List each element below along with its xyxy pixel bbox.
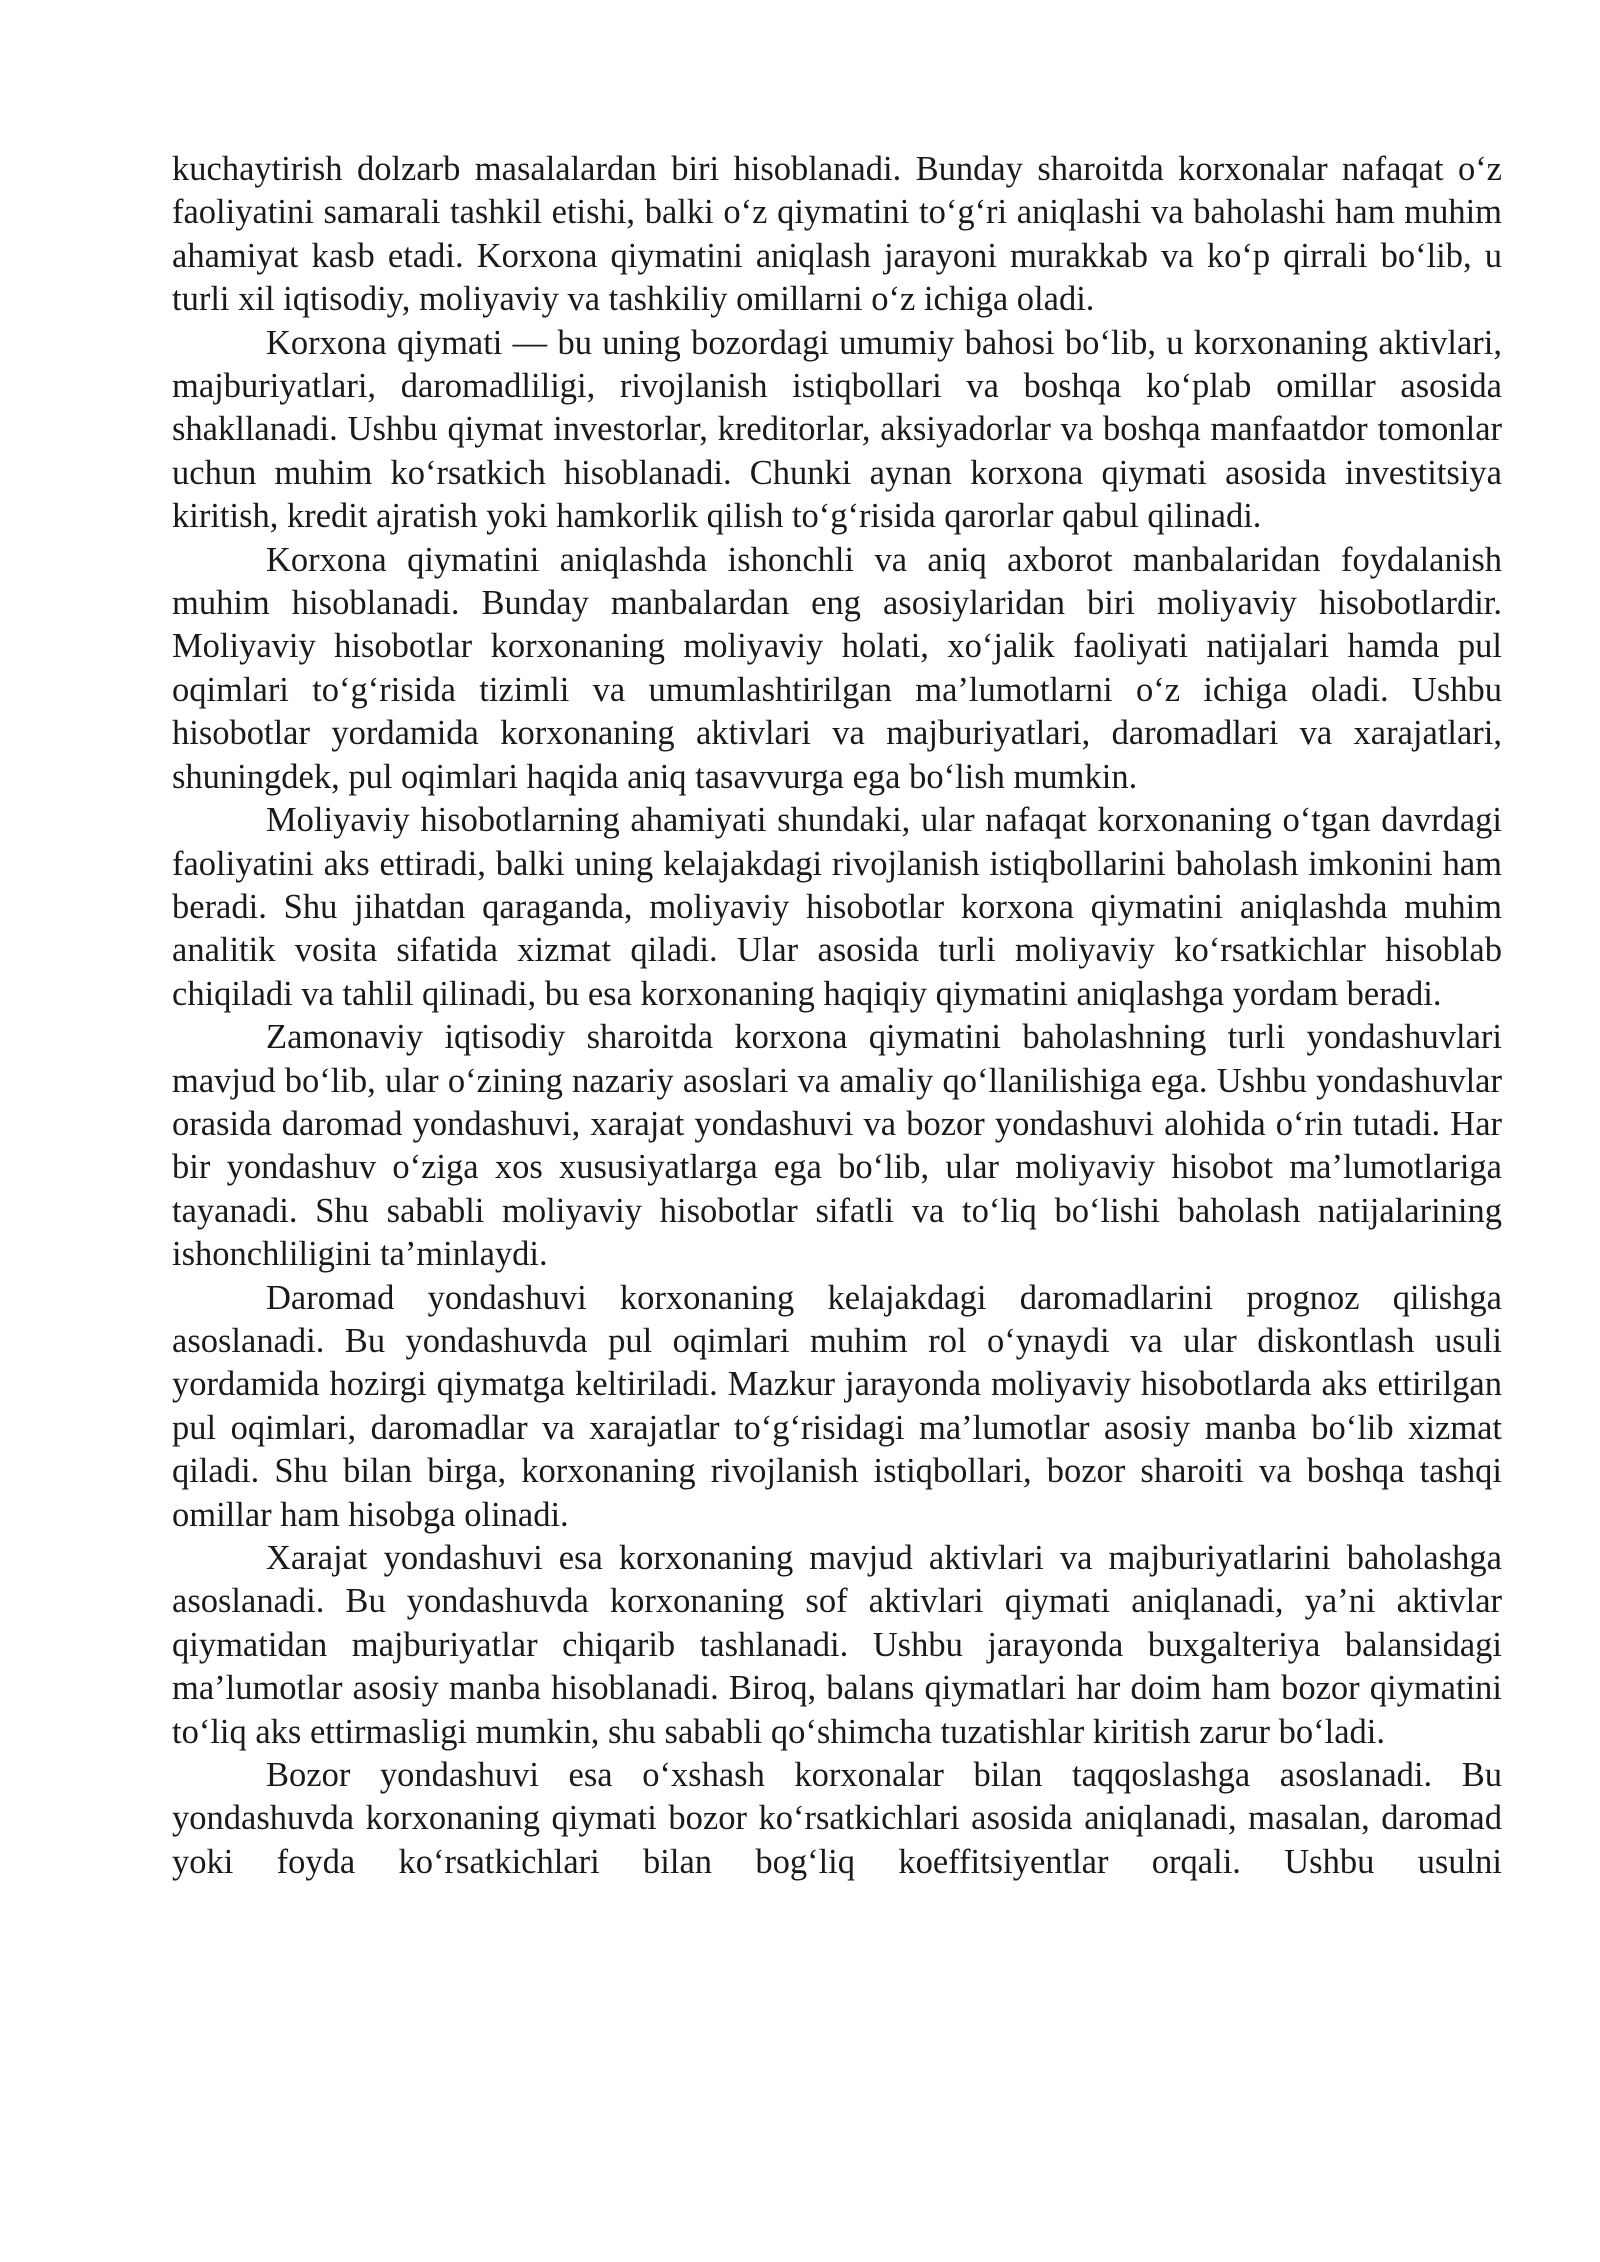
paragraph-7: Xarajat yondashuvi esa korxonaning mavjud aktivlari va majburiyatlarini baholashga asoslanadi. Bu yondashuvda korxonaning sof aktivlari qiymati aniqlanadi, ya’ni aktivlar qiymatidan majburiyatlar chiqarib tashlanadi. Ushbu jarayonda buxgalteriya balansidagi ma’lumotlar asosiy manba hisoblanadi. Biroq, balans qiymatlari har doim ham bozor qiymatini to‘liq aks ettirmasligi mumkin, shu sababli qo‘shimcha tuzatishlar kiritish zarur bo‘ladi. bbox=[172, 1539, 1502, 1751]
paragraph-8: Bozor yondashuvi esa o‘xshash korxonalar bilan taqqoslashga asoslanadi. Bu yondashuvda korxonaning qiymati bozor ko‘rsatkichlari asosida aniqlanadi, masalan, daromad yoki foyda ko‘rsatkichlari bilan bog‘liq koeffitsiyentlar orqali. Ushbu usulni bbox=[172, 1756, 1502, 1881]
paragraph-5: Zamonaviy iqtisodiy sharoitda korxona qiymatini baholashning turli yondashuvlari mavjud bo‘lib, ular o‘zining nazariy asoslari va amaliy qo‘llanilishiga ega. Ushbu yondashuvlar orasida daromad yondashuvi, xarajat yondashuvi va bozor yondashuvi alohida o‘rin tutadi. Har bir yondashuv o‘ziga xos xususiyatlarga ega bo‘lib, ular moliyaviy hisobot ma’lumotlariga tayanadi. Shu sababli moliyaviy hisobotlar sifatli va to‘liq bo‘lishi baholash natijalarining ishonchliligini ta’minlaydi. bbox=[172, 1018, 1502, 1274]
document-page bbox=[172, 148, 1502, 1884]
paragraph-3: Korxona qiymatini aniqlashda ishonchli va aniq axborot manbalaridan foydalanish muhim hisoblanadi. Bunday manbalardan eng asosiylaridan biri moliyaviy hisobotlardir. Moliyaviy hisobotlar korxonaning moliyaviy holati, xo‘jalik faoliyati natijalari hamda pul oqimlari to‘g‘risida tizimli va umumlashtirilgan ma’lumotlarni o‘z ichiga oladi. Ushbu hisobotlar yordamida korxonaning aktivlari va majburiyatlari, daromadlari va xarajatlari, shuningdek, pul oqimlari haqida aniq tasavvurga ega bo‘lish mumkin. bbox=[172, 540, 1502, 796]
paragraph-4: Moliyaviy hisobotlarning ahamiyati shundaki, ular nafaqat korxonaning o‘tgan davrdagi faoliyatini aks ettiradi, balki uning kelajakdagi rivojlanish istiqbollarini baholash imkonini ham beradi. Shu jihatdan qaraganda, moliyaviy hisobotlar korxona qiymatini aniqlashda muhim analitik vosita sifatida xizmat qiladi. Ular asosida turli moliyaviy ko‘rsatkichlar hisoblab chiqiladi va tahlil qilinadi, bu esa korxonaning haqiqiy qiymatini aniqlashga yordam beradi. bbox=[172, 801, 1502, 1013]
paragraph-1: kuchaytirish dolzarb masalalardan biri hisoblanadi. Bunday sharoitda korxonalar nafaqat o‘z faoliyatini samarali tashkil etishi, balki o‘z qiymatini to‘g‘ri aniqlashi va baholashi ham muhim ahamiyat kasb etadi. Korxona qiymatini aniqlash jarayoni murakkab va ko‘p qirrali bo‘lib, u turli xil iqtisodiy, moliyaviy va tashkiliy omillarni o‘z ichiga oladi. bbox=[172, 150, 1502, 319]
paragraph-6: Daromad yondashuvi korxonaning kelajakdagi daromadlarini prognoz qilishga asoslanadi. Bu yondashuvda pul oqimlari muhim rol o‘ynaydi va ular diskontlash usuli yordamida hozirgi qiymatga keltiriladi. Mazkur jarayonda moliyaviy hisobotlarda aks ettirilgan pul oqimlari, daromadlar va xarajatlar to‘g‘risidagi ma’lumotlar asosiy manba bo‘lib xizmat qiladi. Shu bilan birga, korxonaning rivojlanish istiqbollari, bozor sharoiti va boshqa tashqi omillar ham hisobga olinadi. bbox=[172, 1278, 1502, 1534]
paragraph-2: Korxona qiymati — bu uning bozordagi umumiy bahosi bo‘lib, u korxonaning aktivlari, majburiyatlari, daromadliligi, rivojlanish istiqbollari va boshqa ko‘plab omillar asosida shakllanadi. Ushbu qiymat investorlar, kreditorlar, aksiyadorlar va boshqa manfaatdor tomonlar uchun muhim ko‘rsatkich hisoblanadi. Chunki aynan korxona qiymati asosida investitsiya kiritish, kredit ajratish yoki hamkorlik qilish to‘g‘risida qarorlar qabul qilinadi. bbox=[172, 323, 1502, 536]
